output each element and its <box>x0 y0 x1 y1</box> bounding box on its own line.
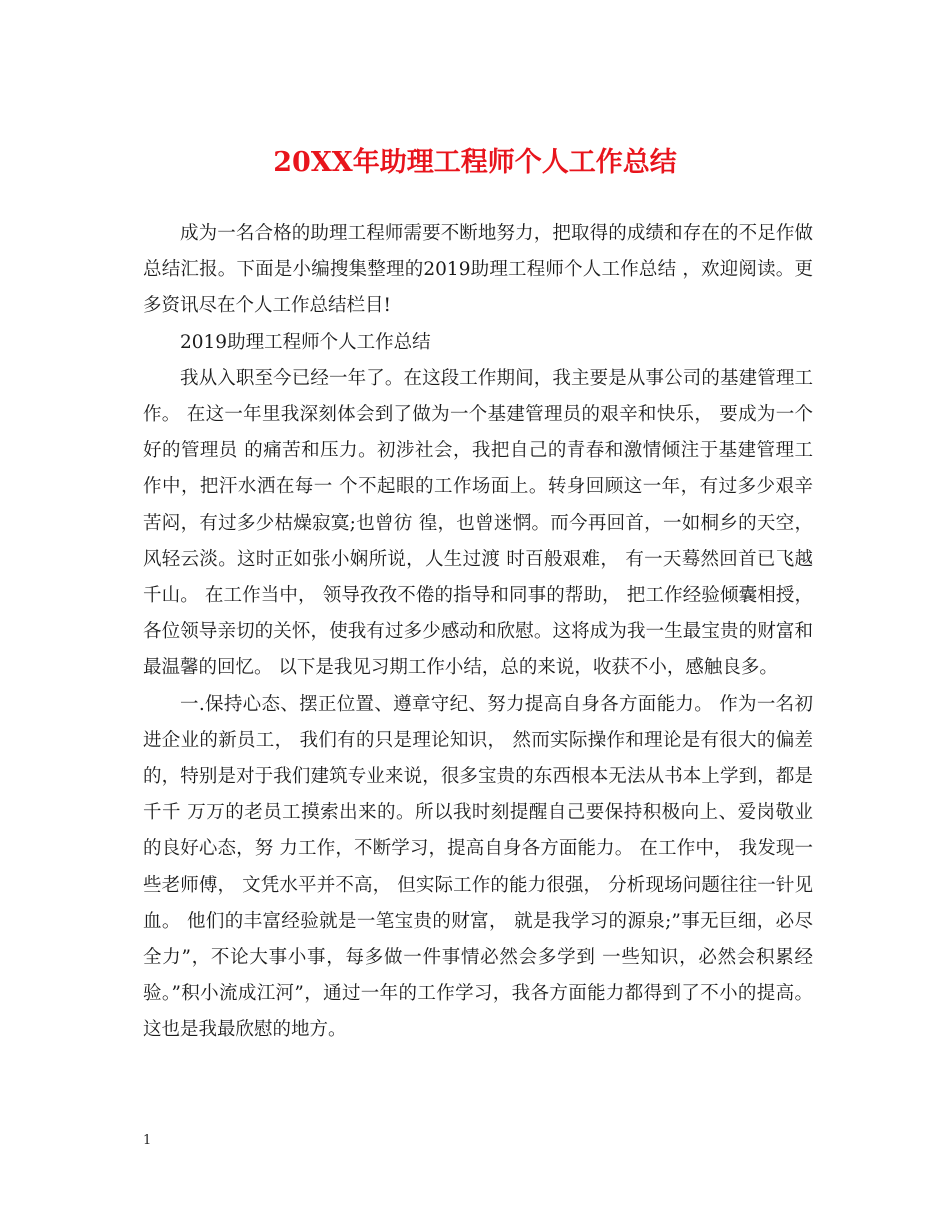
paragraph-main: 我从入职至今已经一年了。在这段工作期间，我主要是从事公司的基建管理工作。 在这一年里我深刻体会到了做为一个基建管理员的艰辛和快乐， 要成为一个好的管理员 的痛苦和压力。初涉社会，我把自己的青春和激情倾注于基建管理工作中，把汗水洒在每一 个不起眼的工作场面上。转身回顾这一年，有过多少艰辛苦闷，有过多少枯燥寂寞;也曾彷 徨，也曾迷惘。而今再回首，一如桐乡的天空，风轻云淡。这时正如张小娴所说，人生过渡 时百般艰难， 有一天蓦然回首已飞越千山。 在工作当中， 领导孜孜不倦的指导和同事的帮助， 把工作经验倾囊相授，各位领导亲切的关怀，使我有过多少感动和欣慰。这将成为我一生最宝贵的财富和最温馨的回忆。 以下是我见习期工作小结，总的来说，收获不小，感触良多。 <box>143 367 813 679</box>
document-body <box>143 216 813 1049</box>
paragraph-section-one: 一.保持心态、摆正位置、遵章守纪、努力提高自身各方面能力。 作为一名初进企业的新员工， 我们有的只是理论知识， 然而实际操作和理论是有很大的偏差的，特别是对于我们建筑专业来说，很多宝贵的东西根本无法从书本上学到，都是千千 万万的老员工摸索出来的。所以我时刻提醒自己要保持积极向上、爱岗敬业的良好心态，努 力工作，不断学习，提高自身各方面能力。 在工作中， 我发现一些老师傅， 文凭水平并不高， 但实际工作的能力很强， 分析现场问题往往一针见血。 他们的丰富经验就是一笔宝贵的财富， 就是我学习的源泉;”事无巨细，必尽全力”，不论大事小事，每多做一件事情必然会多学到 一些知识，必然会积累经验。”积小流成江河”，通过一年的工作学习，我各方面能力都得到了不小的提高。这也是我最欣慰的地方。 <box>143 693 813 1041</box>
paragraph-intro: 成为一名合格的助理工程师需要不断地努力，把取得的成绩和存在的不足作做总结汇报。下面是小编搜集整理的2019助理工程师个人工作总结 ，欢迎阅读。更多资讯尽在个人工作总结栏目! <box>143 223 813 317</box>
page-number: 1 <box>143 1133 152 1148</box>
paragraph-subtitle: 2019助理工程师个人工作总结 <box>180 331 431 353</box>
document-title: 20XX年助理工程师个人工作总结 <box>273 147 677 178</box>
